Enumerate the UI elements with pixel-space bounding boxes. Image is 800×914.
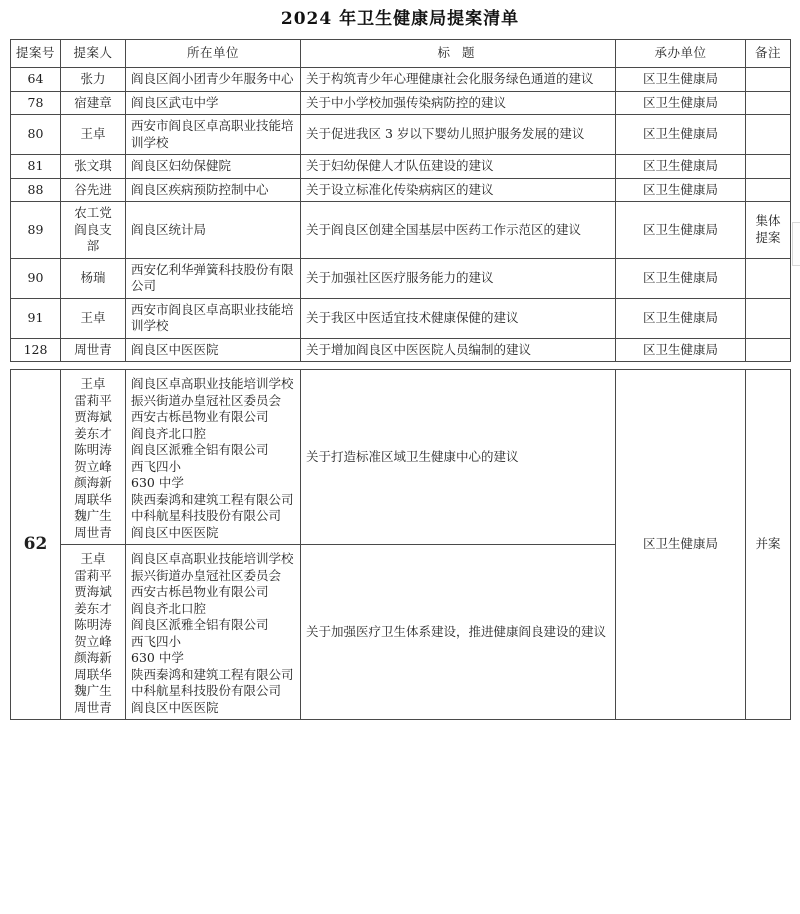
cell-title: 关于设立标准化传染病病区的建议 bbox=[301, 178, 616, 202]
cell-unit-line: 630 中学 bbox=[131, 475, 184, 490]
cell-unit: 阎良区妇幼保健院 bbox=[126, 155, 301, 179]
cell-unit-line: 630 中学 bbox=[131, 650, 184, 665]
cell-remark bbox=[746, 338, 791, 362]
cell-proposer-line: 颜海新 bbox=[74, 650, 112, 665]
table-header-row bbox=[11, 40, 791, 68]
cell-proposer-line: 雷莉平 bbox=[74, 392, 112, 408]
cell-proposer: 宿建章 bbox=[61, 91, 126, 115]
cell-proposal-number: 78 bbox=[11, 91, 61, 115]
cell-unit: 西安市阎良区卓高职业技能培训学校 bbox=[126, 298, 301, 338]
cell-remark bbox=[746, 298, 791, 338]
cell-proposer-line: 姜东才 bbox=[74, 600, 112, 616]
cell-handling-org: 区卫生健康局 bbox=[616, 155, 746, 179]
column-header-org: 承办单位 bbox=[616, 40, 746, 68]
cell-unit-line: 中科航星科技股份有限公司 bbox=[131, 508, 282, 523]
cell-handling-org: 区卫生健康局 bbox=[616, 115, 746, 155]
cell-proposal-number: 81 bbox=[11, 155, 61, 179]
cell-unit-line: 阎良区卓高职业技能培训学校 bbox=[131, 551, 294, 566]
cell-unit-line: 西飞四小 bbox=[131, 633, 182, 649]
cell-handling-org: 区卫生健康局 bbox=[616, 338, 746, 362]
cell-unit-line: 陕西秦鸿和建筑工程有限公司 bbox=[131, 491, 294, 507]
cell-proposer-line: 陈明涛 bbox=[74, 442, 112, 457]
table-header bbox=[11, 40, 791, 68]
cell-proposer bbox=[61, 202, 126, 259]
cell-handling-org: 区卫生健康局 bbox=[616, 178, 746, 202]
cell-unit-line: 西飞四小 bbox=[131, 458, 182, 474]
cell-unit: 阎良区武屯中学 bbox=[126, 91, 301, 115]
table-row bbox=[11, 68, 791, 92]
cell-proposer-line: 魏广生 bbox=[74, 683, 112, 698]
cell-unit-line: 西安古栎邑物业有限公司 bbox=[131, 584, 269, 599]
cell-handling-org: 区卫生健康局 bbox=[616, 298, 746, 338]
cell-unit-line: 阎良区派雅全铝有限公司 bbox=[131, 617, 269, 632]
cell-proposal-number: 91 bbox=[11, 298, 61, 338]
cell-proposer: 王卓 bbox=[61, 298, 126, 338]
scan-edge-artifact bbox=[792, 222, 800, 266]
cell-proposer-line: 贺立峰 bbox=[74, 633, 112, 649]
cell-handling-org: 区卫生健康局 bbox=[616, 91, 746, 115]
cell-proposal-number: 128 bbox=[11, 338, 61, 362]
cell-remark-line: 集体 bbox=[755, 213, 781, 229]
table-row bbox=[11, 258, 791, 298]
cell-unit-line: 阎良区中医医院 bbox=[131, 699, 219, 715]
table-row bbox=[11, 115, 791, 155]
merged-table-row bbox=[11, 370, 791, 545]
table-row bbox=[11, 338, 791, 362]
cell-remark-line: 提案 bbox=[755, 229, 781, 245]
page-title: 2024 年卫生健康局提案清单 bbox=[280, 9, 520, 29]
cell-unit bbox=[126, 370, 301, 545]
cell-remark bbox=[746, 115, 791, 155]
cell-title: 关于构筑青少年心理健康社会化服务绿色通道的建议 bbox=[301, 68, 616, 92]
cell-proposer-line: 贾海斌 bbox=[74, 584, 112, 599]
cell-proposer-line: 王卓 bbox=[80, 551, 106, 566]
cell-title: 关于加强医疗卫生体系建设，推进健康阎良建设的建议 bbox=[301, 545, 616, 720]
cell-proposer-line: 周联华 bbox=[74, 491, 112, 507]
cell-proposer-line: 姜东才 bbox=[74, 425, 112, 441]
cell-unit-line: 振兴街道办皇冠社区委员会 bbox=[131, 392, 282, 408]
cell-proposer-line: 颜海新 bbox=[74, 475, 112, 490]
cell-proposer-line: 部 bbox=[86, 238, 100, 253]
cell-unit bbox=[126, 545, 301, 720]
cell-title: 关于促进我区 3 岁以下婴幼儿照护服务发展的建议 bbox=[301, 115, 616, 155]
cell-remark bbox=[746, 68, 791, 92]
cell-unit: 西安市阎良区卓高职业技能培训学校 bbox=[126, 115, 301, 155]
cell-proposer-lines bbox=[66, 205, 120, 255]
cell-proposal-number: 80 bbox=[11, 115, 61, 155]
merged-table-body bbox=[11, 370, 791, 720]
table-row bbox=[11, 155, 791, 179]
cell-title: 关于中小学校加强传染病防控的建议 bbox=[301, 91, 616, 115]
cell-proposer-line: 陈明涛 bbox=[74, 617, 112, 632]
cell-unit-line: 阎良区卓高职业技能培训学校 bbox=[131, 376, 294, 391]
column-header-person: 提案人 bbox=[61, 40, 126, 68]
cell-proposer: 王卓 bbox=[61, 115, 126, 155]
cell-proposer-line: 周联华 bbox=[74, 666, 112, 682]
cell-handling-org: 区卫生健康局 bbox=[616, 202, 746, 259]
cell-unit-line: 振兴街道办皇冠社区委员会 bbox=[131, 567, 282, 583]
cell-unit-line: 中科航星科技股份有限公司 bbox=[131, 683, 282, 698]
cell-unit-line: 阎良区中医医院 bbox=[131, 524, 219, 540]
cell-unit: 阎良区统计局 bbox=[126, 202, 301, 259]
cell-proposer bbox=[61, 545, 126, 720]
cell-remark bbox=[746, 155, 791, 179]
cell-proposer-line: 贾海斌 bbox=[74, 409, 112, 424]
cell-title: 关于打造标准区域卫生健康中心的建议 bbox=[301, 370, 616, 545]
cell-proposer-lines bbox=[66, 551, 120, 716]
column-header-no: 提案号 bbox=[11, 40, 61, 68]
cell-proposal-number: 62 bbox=[11, 370, 61, 720]
cell-proposer-line: 农工党 bbox=[74, 205, 112, 220]
cell-proposer-line: 阎良支 bbox=[74, 221, 112, 237]
cell-title: 关于阎良区创建全国基层中医药工作示范区的建议 bbox=[301, 202, 616, 259]
cell-proposer-line: 魏广生 bbox=[74, 508, 112, 523]
column-header-unit: 所在单位 bbox=[126, 40, 301, 68]
cell-remark bbox=[746, 258, 791, 298]
table-row bbox=[11, 202, 791, 259]
cell-unit-line: 阎良区派雅全铝有限公司 bbox=[131, 442, 269, 457]
table-row bbox=[11, 298, 791, 338]
cell-proposer-line: 王卓 bbox=[80, 376, 106, 391]
cell-proposal-number: 90 bbox=[11, 258, 61, 298]
merged-proposal-table-container bbox=[10, 369, 790, 720]
cell-proposer-line: 周世青 bbox=[74, 524, 112, 540]
cell-title: 关于我区中医适宜技术健康保健的建议 bbox=[301, 298, 616, 338]
cell-proposer-line: 周世青 bbox=[74, 699, 112, 715]
cell-unit: 阎良区疾病预防控制中心 bbox=[126, 178, 301, 202]
cell-unit: 阎良区中医医院 bbox=[126, 338, 301, 362]
cell-handling-org: 区卫生健康局 bbox=[616, 68, 746, 92]
table-row bbox=[11, 91, 791, 115]
cell-proposer: 谷先进 bbox=[61, 178, 126, 202]
cell-remark bbox=[746, 91, 791, 115]
cell-handling-org: 区卫生健康局 bbox=[616, 370, 746, 720]
cell-title: 关于加强社区医疗服务能力的建议 bbox=[301, 258, 616, 298]
cell-proposer: 张力 bbox=[61, 68, 126, 92]
cell-title: 关于增加阎良区中医医院人员编制的建议 bbox=[301, 338, 616, 362]
proposal-table-container bbox=[10, 39, 790, 362]
cell-proposer-line: 贺立峰 bbox=[74, 458, 112, 474]
merged-proposal-table bbox=[10, 369, 791, 720]
cell-unit-line: 阎良齐北口腔 bbox=[131, 425, 207, 441]
cell-remark: 并案 bbox=[746, 370, 791, 720]
cell-unit-line: 陕西秦鸿和建筑工程有限公司 bbox=[131, 666, 294, 682]
column-header-title: 标 题 bbox=[301, 40, 616, 68]
cell-remark-lines bbox=[751, 213, 785, 246]
table-body bbox=[11, 68, 791, 362]
table-row bbox=[11, 178, 791, 202]
cell-proposal-number: 64 bbox=[11, 68, 61, 92]
cell-unit: 阎良区阎小团青少年服务中心 bbox=[126, 68, 301, 92]
cell-remark bbox=[746, 202, 791, 259]
cell-unit-lines bbox=[131, 551, 295, 716]
cell-proposal-number: 88 bbox=[11, 178, 61, 202]
column-header-remark: 备注 bbox=[746, 40, 791, 68]
cell-unit-line: 西安古栎邑物业有限公司 bbox=[131, 409, 269, 424]
proposal-table bbox=[10, 39, 791, 362]
cell-title: 关于妇幼保健人才队伍建设的建议 bbox=[301, 155, 616, 179]
cell-proposer: 张文琪 bbox=[61, 155, 126, 179]
cell-unit-lines bbox=[131, 376, 295, 541]
cell-proposer: 杨瑞 bbox=[61, 258, 126, 298]
cell-unit: 西安亿利华弹簧科技股份有限公司 bbox=[126, 258, 301, 298]
cell-proposer bbox=[61, 370, 126, 545]
table-separator-gap bbox=[0, 362, 800, 369]
cell-handling-org: 区卫生健康局 bbox=[616, 258, 746, 298]
cell-proposal-number: 89 bbox=[11, 202, 61, 259]
cell-proposer: 周世青 bbox=[61, 338, 126, 362]
cell-proposer-line: 雷莉平 bbox=[74, 567, 112, 583]
cell-unit-line: 阎良齐北口腔 bbox=[131, 600, 207, 616]
cell-proposer-lines bbox=[66, 376, 120, 541]
cell-remark bbox=[746, 178, 791, 202]
